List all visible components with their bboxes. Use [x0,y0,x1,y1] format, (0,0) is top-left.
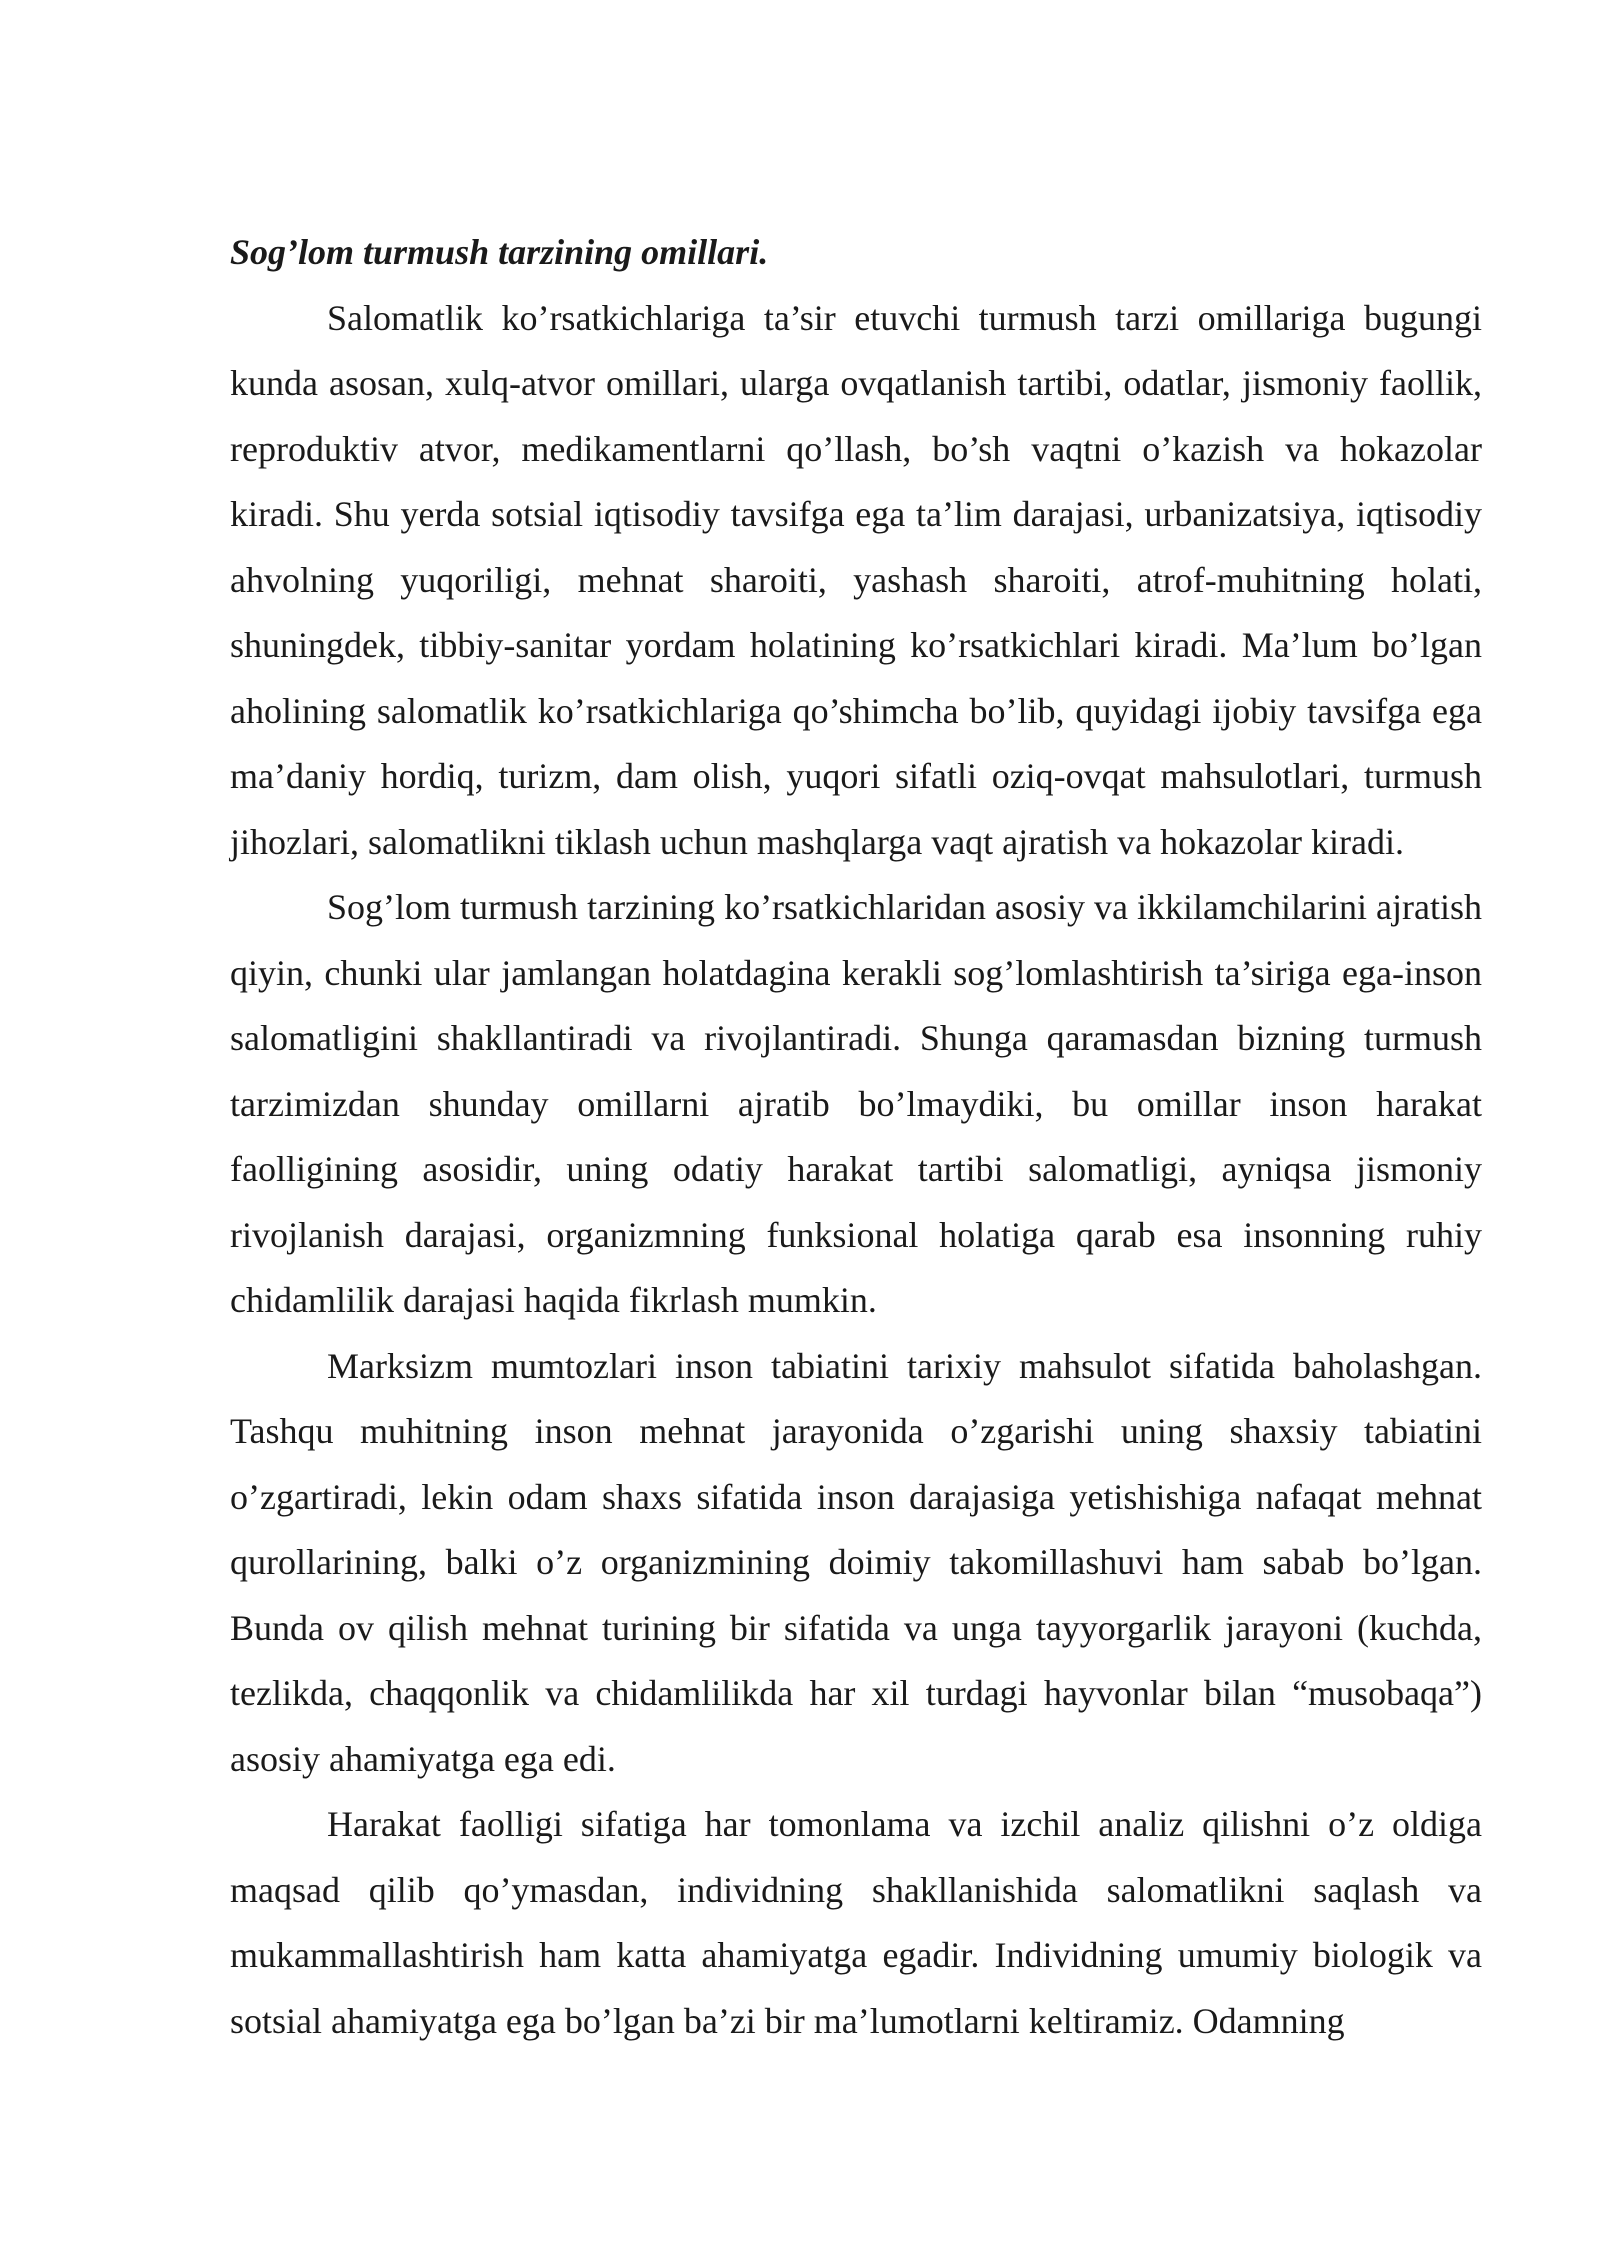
paragraph-3: Marksizm mumtozlari inson tabiatini tarixiy mahsulot sifatida baholashgan. Tashqu muhitning inson mehnat jarayonida o’zgarishi uning shaxsiy tabiatini o’zgartiradi, lekin odam shaxs sifatida inson darajasiga yetishishiga nafaqat mehnat qurollarining, balki o’z organizmining doimiy takomillashuvi ham sabab bo’lgan. Bunda ov qilish mehnat turining bir sifatida va unga tayyorgarlik jarayoni (kuchda, tezlikda, chaqqonlik va chidamlilikda har xil turdagi hayvonlar bilan “musobaqa”) asosiy ahamiyatga ega edi. [230,1345,1482,1779]
paragraph-1: Salomatlik ko’rsatkichlariga ta’sir etuvchi turmush tarzi omillariga bugungi kunda asosan, xulq-atvor omillari, ularga ovqatlanish tartibi, odatlar, jismoniy faollik, reproduktiv atvor, medikamentlarni qo’llash, bo’sh vaqtni o’kazish va hokazolar kiradi. Shu yerda sotsial iqtisodiy tavsifga ega ta’lim darajasi, urbanizatsiya, iqtisodiy ahvolning yuqoriligi, mehnat sharoiti, yashash sharoiti, atrof-muhitning holati, shuningdek, tibbiy-sanitar yordam holatining ko’rsatkichlari kiradi. Ma’lum bo’lgan aholining salomatlik ko’rsatkichlariga qo’shimcha bo’lib, quyidagi ijobiy tavsifga ega ma’daniy hordiq, turizm, dam olish, yuqori sifatli oziq-ovqat mahsulotlari, turmush jihozlari, salomatlikni tiklash uchun mashqlarga vaqt ajratish va hokazolar kiradi. [230,297,1482,862]
paragraph-2: Sog’lom turmush tarzining ko’rsatkichlaridan asosiy va ikkilamchilarini ajratish qiyin, chunki ular jamlangan holatdagina kerakli sog’lomlashtirish ta’siriga ega-inson salomatligini shakllantiradi va rivojlantiradi. Shunga qaramasdan bizning turmush tarzimizdan shunday omillarni ajratib bo’lmaydiki, bu omillar inson harakat faolligining asosidir, uning odatiy harakat tartibi salomatligi, ayniqsa jismoniy rivojlanish darajasi, organizmning funksional holatiga qarab esa insonning ruhiy chidamlilik darajasi haqida fikrlash mumkin. [230,887,1482,1320]
document-page [230,220,1482,2054]
paragraph-4: Harakat faolligi sifatiga har tomonlama va izchil analiz qilishni o’z oldiga maqsad qilib qo’ymasdan, individning shakllanishida salomatlikni saqlash va mukammallashtirish ham katta ahamiyatga egadir. Individning umumiy biologik va sotsial ahamiyatga ega bo’lgan ba’zi bir ma’lumotlarni keltiramiz. Odamning [230,1804,1482,2041]
section-title: Sog’lom turmush tarzining omillari. [230,232,769,272]
